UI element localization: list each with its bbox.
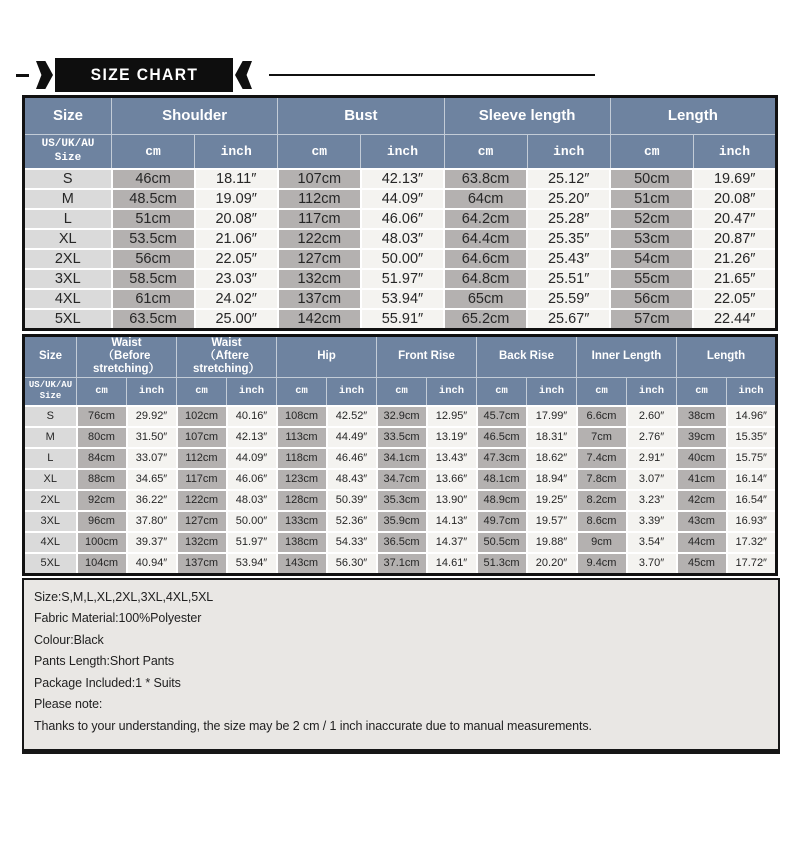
size-row-s bbox=[24, 406, 777, 427]
unit-header: cm bbox=[477, 377, 527, 406]
unit-header: inch bbox=[361, 135, 444, 170]
value-cell: 18.11″ bbox=[195, 169, 278, 189]
value-cell: 13.43″ bbox=[427, 448, 477, 469]
size-row-xl bbox=[24, 229, 777, 249]
size-label-cell: 2XL bbox=[24, 249, 112, 269]
size-label-cell: L bbox=[24, 448, 77, 469]
value-cell: 65cm bbox=[444, 289, 527, 309]
unit-header: cm bbox=[112, 135, 195, 170]
unit-header: cm bbox=[177, 377, 227, 406]
value-cell: 44.49″ bbox=[327, 427, 377, 448]
value-cell: 14.37″ bbox=[427, 532, 477, 553]
value-cell: 7cm bbox=[577, 427, 627, 448]
value-cell: 22.44″ bbox=[693, 309, 776, 330]
value-cell: 53.5cm bbox=[112, 229, 195, 249]
value-cell: 48.43″ bbox=[327, 469, 377, 490]
detail-pants-length: Pants Length:Short Pants bbox=[34, 654, 175, 669]
value-cell: 51cm bbox=[112, 209, 195, 229]
value-cell: 21.26″ bbox=[693, 249, 776, 269]
value-cell: 43cm bbox=[677, 511, 727, 532]
detail-fabric-material: Fabric Material:100%Polyester bbox=[34, 611, 202, 626]
value-cell: 42.52″ bbox=[327, 406, 377, 427]
value-cell: 15.75″ bbox=[727, 448, 777, 469]
value-cell: 96cm bbox=[77, 511, 127, 532]
value-cell: 13.66″ bbox=[427, 469, 477, 490]
value-cell: 127cm bbox=[177, 511, 227, 532]
unit-header: cm bbox=[577, 377, 627, 406]
value-cell: 55.91″ bbox=[361, 309, 444, 330]
value-cell: 42.13″ bbox=[227, 427, 277, 448]
value-cell: 88cm bbox=[77, 469, 127, 490]
value-cell: 46.46″ bbox=[327, 448, 377, 469]
value-cell: 44.09″ bbox=[361, 189, 444, 209]
value-cell: 18.94″ bbox=[527, 469, 577, 490]
size-chart-title: SIZE CHART bbox=[90, 65, 198, 84]
detail-size-options: Size:S,M,L,XL,2XL,3XL,4XL,5XL bbox=[34, 589, 214, 604]
size-row-4xl bbox=[24, 532, 777, 553]
size-label-cell: 2XL bbox=[24, 490, 77, 511]
value-cell: 51cm bbox=[610, 189, 693, 209]
value-cell: 118cm bbox=[277, 448, 327, 469]
value-cell: 7.8cm bbox=[577, 469, 627, 490]
size-row-l bbox=[24, 209, 777, 229]
value-cell: 23.03″ bbox=[195, 269, 278, 289]
value-cell: 122cm bbox=[278, 229, 361, 249]
value-cell: 3.70″ bbox=[627, 553, 677, 575]
unit-header: inch bbox=[427, 377, 477, 406]
value-cell: 92cm bbox=[77, 490, 127, 511]
unit-header: inch bbox=[527, 377, 577, 406]
value-cell: 39.37″ bbox=[127, 532, 177, 553]
value-cell: 2.76″ bbox=[627, 427, 677, 448]
detail-disclaimer: Thanks to your understanding, the size may be 2 cm / 1 inch inaccurate due to manual measurements. bbox=[34, 718, 592, 733]
value-cell: 65.2cm bbox=[444, 309, 527, 330]
unit-header: inch bbox=[195, 135, 278, 170]
value-cell: 49.7cm bbox=[477, 511, 527, 532]
value-cell: 117cm bbox=[177, 469, 227, 490]
value-cell: 45cm bbox=[677, 553, 727, 575]
measure-group-header: Bust bbox=[278, 97, 444, 135]
size-row-5xl bbox=[24, 309, 777, 330]
value-cell: 64.8cm bbox=[444, 269, 527, 289]
size-row-s bbox=[24, 169, 777, 189]
value-cell: 29.92″ bbox=[127, 406, 177, 427]
value-cell: 8.2cm bbox=[577, 490, 627, 511]
value-cell: 37.80″ bbox=[127, 511, 177, 532]
measure-group-header: Sleeve length bbox=[444, 97, 610, 135]
value-cell: 25.43″ bbox=[527, 249, 610, 269]
value-cell: 61cm bbox=[112, 289, 195, 309]
value-cell: 50.39″ bbox=[327, 490, 377, 511]
value-cell: 46.5cm bbox=[477, 427, 527, 448]
size-label-cell: XL bbox=[24, 229, 112, 249]
value-cell: 7.4cm bbox=[577, 448, 627, 469]
value-cell: 19.69″ bbox=[693, 169, 776, 189]
region-size-header: US/UK/AU Size bbox=[24, 377, 77, 406]
value-cell: 143cm bbox=[277, 553, 327, 575]
size-row-5xl bbox=[24, 553, 777, 575]
value-cell: 50cm bbox=[610, 169, 693, 189]
unit-header: inch bbox=[627, 377, 677, 406]
value-cell: 39cm bbox=[677, 427, 727, 448]
measure-group-header: Back Rise bbox=[477, 336, 577, 378]
product-details-box bbox=[22, 578, 780, 755]
size-label-cell: 5XL bbox=[24, 309, 112, 330]
value-cell: 40.16″ bbox=[227, 406, 277, 427]
unit-header: inch bbox=[527, 135, 610, 170]
value-cell: 42cm bbox=[677, 490, 727, 511]
size-row-m bbox=[24, 427, 777, 448]
measure-group-header: Front Rise bbox=[377, 336, 477, 378]
value-cell: 20.08″ bbox=[195, 209, 278, 229]
value-cell: 36.5cm bbox=[377, 532, 427, 553]
value-cell: 53.94″ bbox=[361, 289, 444, 309]
value-cell: 35.3cm bbox=[377, 490, 427, 511]
size-row-2xl bbox=[24, 490, 777, 511]
value-cell: 20.08″ bbox=[693, 189, 776, 209]
value-cell: 56cm bbox=[112, 249, 195, 269]
measure-group-header: Inner Length bbox=[577, 336, 677, 378]
value-cell: 19.88″ bbox=[527, 532, 577, 553]
value-cell: 25.59″ bbox=[527, 289, 610, 309]
value-cell: 25.12″ bbox=[527, 169, 610, 189]
value-cell: 80cm bbox=[77, 427, 127, 448]
value-cell: 46cm bbox=[112, 169, 195, 189]
value-cell: 33.07″ bbox=[127, 448, 177, 469]
value-cell: 113cm bbox=[277, 427, 327, 448]
value-cell: 16.93″ bbox=[727, 511, 777, 532]
size-row-2xl bbox=[24, 249, 777, 269]
value-cell: 14.61″ bbox=[427, 553, 477, 575]
value-cell: 46.06″ bbox=[227, 469, 277, 490]
unit-header: cm bbox=[377, 377, 427, 406]
value-cell: 45.7cm bbox=[477, 406, 527, 427]
size-label-cell: M bbox=[24, 427, 77, 448]
value-cell: 102cm bbox=[177, 406, 227, 427]
value-cell: 64.4cm bbox=[444, 229, 527, 249]
size-column-header: Size bbox=[24, 97, 112, 135]
value-cell: 50.5cm bbox=[477, 532, 527, 553]
value-cell: 137cm bbox=[278, 289, 361, 309]
value-cell: 142cm bbox=[278, 309, 361, 330]
value-cell: 112cm bbox=[177, 448, 227, 469]
size-label-cell: L bbox=[24, 209, 112, 229]
value-cell: 34.1cm bbox=[377, 448, 427, 469]
value-cell: 51.97″ bbox=[227, 532, 277, 553]
value-cell: 17.72″ bbox=[727, 553, 777, 575]
detail-please-note: Please note: bbox=[34, 697, 103, 712]
value-cell: 25.28″ bbox=[527, 209, 610, 229]
size-row-3xl bbox=[24, 269, 777, 289]
value-cell: 22.05″ bbox=[693, 289, 776, 309]
value-cell: 31.50″ bbox=[127, 427, 177, 448]
value-cell: 2.91″ bbox=[627, 448, 677, 469]
size-label-cell: S bbox=[24, 406, 77, 427]
value-cell: 137cm bbox=[177, 553, 227, 575]
pants-size-table bbox=[22, 334, 778, 576]
size-row-xl bbox=[24, 469, 777, 490]
size-label-cell: S bbox=[24, 169, 112, 189]
value-cell: 37.1cm bbox=[377, 553, 427, 575]
value-cell: 25.00″ bbox=[195, 309, 278, 330]
size-row-4xl bbox=[24, 289, 777, 309]
value-cell: 14.96″ bbox=[727, 406, 777, 427]
value-cell: 55cm bbox=[610, 269, 693, 289]
value-cell: 112cm bbox=[278, 189, 361, 209]
size-label-cell: XL bbox=[24, 469, 77, 490]
value-cell: 44cm bbox=[677, 532, 727, 553]
value-cell: 64.2cm bbox=[444, 209, 527, 229]
value-cell: 51.3cm bbox=[477, 553, 527, 575]
value-cell: 15.35″ bbox=[727, 427, 777, 448]
value-cell: 50.00″ bbox=[361, 249, 444, 269]
value-cell: 19.09″ bbox=[195, 189, 278, 209]
value-cell: 63.5cm bbox=[112, 309, 195, 330]
value-cell: 35.9cm bbox=[377, 511, 427, 532]
value-cell: 122cm bbox=[177, 490, 227, 511]
value-cell: 133cm bbox=[277, 511, 327, 532]
value-cell: 9.4cm bbox=[577, 553, 627, 575]
value-cell: 53cm bbox=[610, 229, 693, 249]
value-cell: 6.6cm bbox=[577, 406, 627, 427]
value-cell: 54.33″ bbox=[327, 532, 377, 553]
value-cell: 48.5cm bbox=[112, 189, 195, 209]
value-cell: 107cm bbox=[177, 427, 227, 448]
value-cell: 20.87″ bbox=[693, 229, 776, 249]
value-cell: 132cm bbox=[278, 269, 361, 289]
value-cell: 34.7cm bbox=[377, 469, 427, 490]
value-cell: 21.06″ bbox=[195, 229, 278, 249]
measure-group-header: Length bbox=[677, 336, 777, 378]
size-label-cell: 5XL bbox=[24, 553, 77, 575]
value-cell: 56.30″ bbox=[327, 553, 377, 575]
value-cell: 18.31″ bbox=[527, 427, 577, 448]
value-cell: 64cm bbox=[444, 189, 527, 209]
value-cell: 48.9cm bbox=[477, 490, 527, 511]
value-cell: 100cm bbox=[77, 532, 127, 553]
value-cell: 76cm bbox=[77, 406, 127, 427]
value-cell: 20.47″ bbox=[693, 209, 776, 229]
size-column-header: Size bbox=[24, 336, 77, 378]
value-cell: 123cm bbox=[277, 469, 327, 490]
value-cell: 25.35″ bbox=[527, 229, 610, 249]
value-cell: 32.9cm bbox=[377, 406, 427, 427]
value-cell: 22.05″ bbox=[195, 249, 278, 269]
unit-header: inch bbox=[693, 135, 776, 170]
value-cell: 19.57″ bbox=[527, 511, 577, 532]
size-label-cell: 4XL bbox=[24, 289, 112, 309]
size-chart-title-ribbon bbox=[55, 58, 233, 92]
banner-rule-line bbox=[269, 74, 595, 76]
value-cell: 84cm bbox=[77, 448, 127, 469]
value-cell: 107cm bbox=[278, 169, 361, 189]
value-cell: 48.03″ bbox=[227, 490, 277, 511]
value-cell: 40cm bbox=[677, 448, 727, 469]
value-cell: 17.32″ bbox=[727, 532, 777, 553]
value-cell: 16.14″ bbox=[727, 469, 777, 490]
measure-group-header: Shoulder bbox=[112, 97, 278, 135]
size-label-cell: 4XL bbox=[24, 532, 77, 553]
value-cell: 24.02″ bbox=[195, 289, 278, 309]
value-cell: 117cm bbox=[278, 209, 361, 229]
value-cell: 42.13″ bbox=[361, 169, 444, 189]
size-chart-banner bbox=[16, 58, 800, 92]
unit-header: cm bbox=[277, 377, 327, 406]
value-cell: 50.00″ bbox=[227, 511, 277, 532]
measure-group-header: Waist （Aftere stretching） bbox=[177, 336, 277, 378]
value-cell: 21.65″ bbox=[693, 269, 776, 289]
value-cell: 138cm bbox=[277, 532, 327, 553]
value-cell: 57cm bbox=[610, 309, 693, 330]
size-label-cell: 3XL bbox=[24, 269, 112, 289]
value-cell: 56cm bbox=[610, 289, 693, 309]
ribbon-fold-left-icon bbox=[235, 61, 252, 89]
value-cell: 48.1cm bbox=[477, 469, 527, 490]
value-cell: 2.60″ bbox=[627, 406, 677, 427]
value-cell: 127cm bbox=[278, 249, 361, 269]
value-cell: 104cm bbox=[77, 553, 127, 575]
size-row-l bbox=[24, 448, 777, 469]
value-cell: 20.20″ bbox=[527, 553, 577, 575]
size-row-m bbox=[24, 189, 777, 209]
region-size-header: US/UK/AU Size bbox=[24, 135, 112, 170]
unit-header: cm bbox=[444, 135, 527, 170]
value-cell: 58.5cm bbox=[112, 269, 195, 289]
measure-group-header: Length bbox=[610, 97, 776, 135]
top-size-table bbox=[22, 95, 778, 331]
value-cell: 108cm bbox=[277, 406, 327, 427]
value-cell: 44.09″ bbox=[227, 448, 277, 469]
value-cell: 25.20″ bbox=[527, 189, 610, 209]
unit-header: cm bbox=[677, 377, 727, 406]
value-cell: 33.5cm bbox=[377, 427, 427, 448]
value-cell: 8.6cm bbox=[577, 511, 627, 532]
value-cell: 25.67″ bbox=[527, 309, 610, 330]
unit-header: inch bbox=[727, 377, 777, 406]
value-cell: 18.62″ bbox=[527, 448, 577, 469]
value-cell: 3.54″ bbox=[627, 532, 677, 553]
ribbon-fold-right-icon bbox=[36, 61, 53, 89]
size-row-3xl bbox=[24, 511, 777, 532]
measure-group-header: Waist （Before stretching） bbox=[77, 336, 177, 378]
size-label-cell: M bbox=[24, 189, 112, 209]
banner-dash bbox=[16, 74, 29, 77]
value-cell: 9cm bbox=[577, 532, 627, 553]
value-cell: 48.03″ bbox=[361, 229, 444, 249]
value-cell: 52cm bbox=[610, 209, 693, 229]
value-cell: 13.19″ bbox=[427, 427, 477, 448]
value-cell: 52.36″ bbox=[327, 511, 377, 532]
value-cell: 34.65″ bbox=[127, 469, 177, 490]
value-cell: 63.8cm bbox=[444, 169, 527, 189]
value-cell: 3.07″ bbox=[627, 469, 677, 490]
value-cell: 128cm bbox=[277, 490, 327, 511]
value-cell: 17.99″ bbox=[527, 406, 577, 427]
unit-header: inch bbox=[227, 377, 277, 406]
value-cell: 38cm bbox=[677, 406, 727, 427]
unit-header: inch bbox=[327, 377, 377, 406]
unit-header: cm bbox=[278, 135, 361, 170]
unit-header: inch bbox=[127, 377, 177, 406]
value-cell: 64.6cm bbox=[444, 249, 527, 269]
value-cell: 19.25″ bbox=[527, 490, 577, 511]
value-cell: 51.97″ bbox=[361, 269, 444, 289]
unit-header: cm bbox=[77, 377, 127, 406]
value-cell: 13.90″ bbox=[427, 490, 477, 511]
value-cell: 12.95″ bbox=[427, 406, 477, 427]
value-cell: 36.22″ bbox=[127, 490, 177, 511]
value-cell: 3.39″ bbox=[627, 511, 677, 532]
detail-package-included: Package Included:1 * Suits bbox=[34, 675, 181, 690]
value-cell: 46.06″ bbox=[361, 209, 444, 229]
value-cell: 14.13″ bbox=[427, 511, 477, 532]
detail-colour: Colour:Black bbox=[34, 632, 104, 647]
value-cell: 53.94″ bbox=[227, 553, 277, 575]
unit-header: cm bbox=[610, 135, 693, 170]
value-cell: 3.23″ bbox=[627, 490, 677, 511]
measure-group-header: Hip bbox=[277, 336, 377, 378]
value-cell: 25.51″ bbox=[527, 269, 610, 289]
value-cell: 47.3cm bbox=[477, 448, 527, 469]
size-label-cell: 3XL bbox=[24, 511, 77, 532]
value-cell: 54cm bbox=[610, 249, 693, 269]
value-cell: 16.54″ bbox=[727, 490, 777, 511]
value-cell: 41cm bbox=[677, 469, 727, 490]
value-cell: 40.94″ bbox=[127, 553, 177, 575]
value-cell: 132cm bbox=[177, 532, 227, 553]
